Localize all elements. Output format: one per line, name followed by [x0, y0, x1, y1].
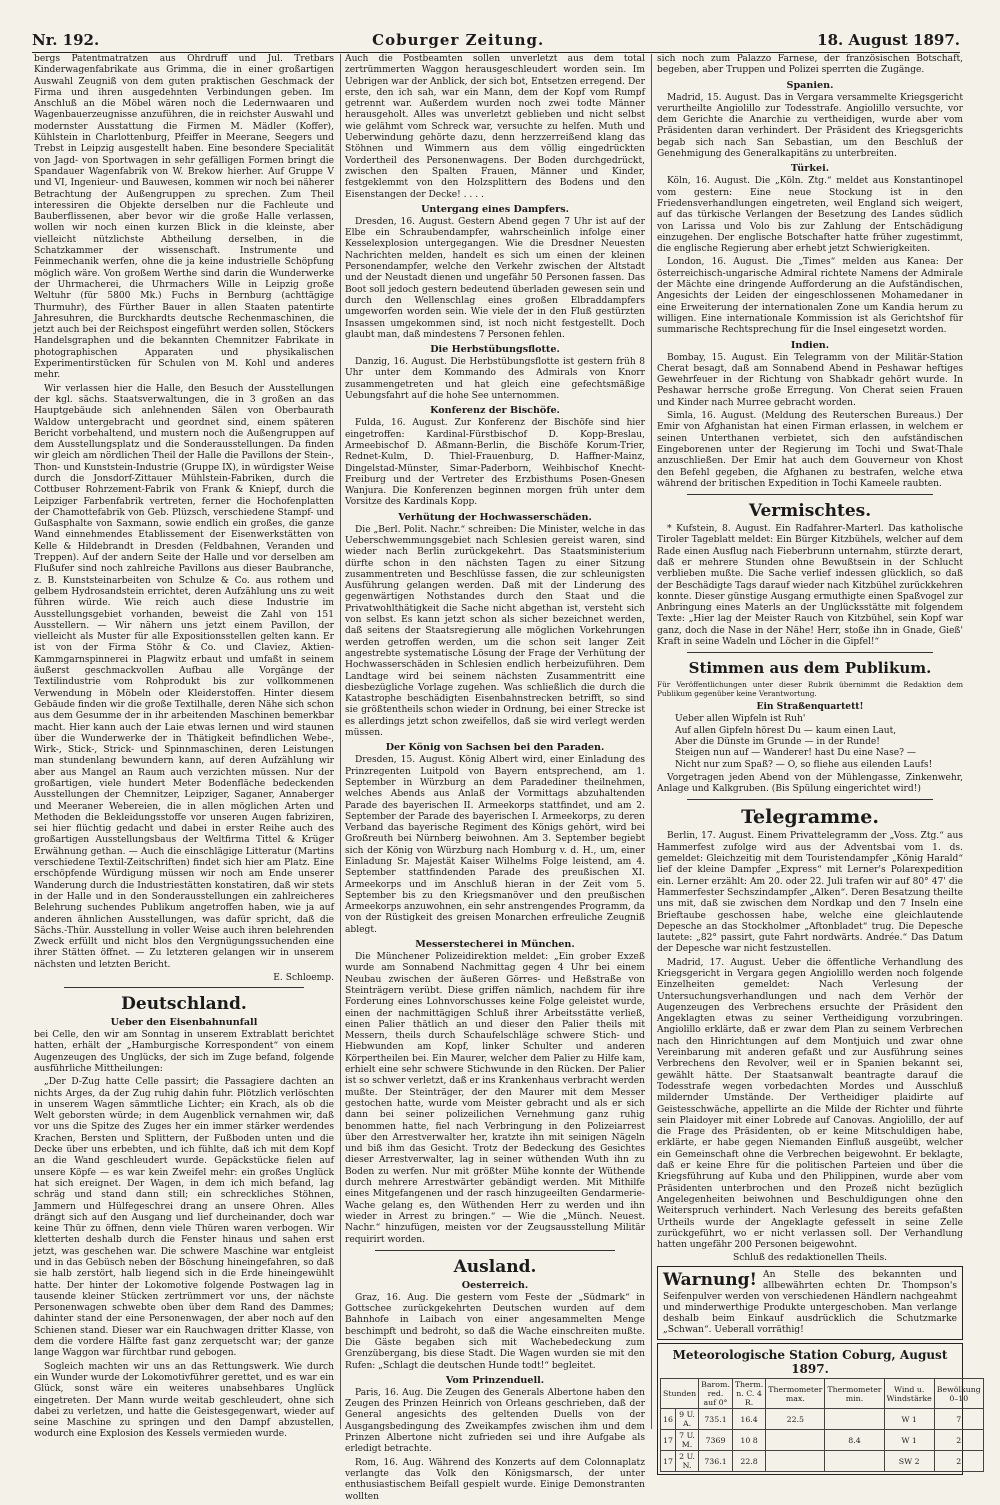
table-cell: 8.4 — [825, 1430, 884, 1451]
table-cell — [825, 1451, 884, 1472]
divider — [375, 1250, 615, 1251]
poem-line: Nicht nur zum Spaß? — O, so fliehe aus eilenden Laufs! — [675, 759, 933, 770]
section-heading-deutschland: Deutschland. — [121, 994, 247, 1015]
disclaimer-text: Für Veröffentlichungen unter dieser Rubrik übernimmt die Redaktion dem Publikum gegenüber keine Verantwortung. — [657, 680, 963, 699]
warning-title: Warnung! — [663, 1270, 758, 1291]
table-cell: 7 U. M. — [675, 1430, 698, 1451]
article-signature: E. Schloemp. — [273, 973, 334, 984]
article-paragraph: sich noch zum Palazzo Farnese, der französischen Botschaft, begeben, aber Truppen und Polizei sperrten die Zugänge. — [657, 54, 963, 76]
article-paragraph: Berlin, 17. August. Einem Privattelegramm der „Voss. Ztg.“ aus Hammerfest zufolge wird aus der Adventsbai vom 1. ds. gemeldet: Gleichzeitig mit dem Touristendampfer „König Harald“ lief der kleine Dampfer „Express“ mit Lerner's Polarexpedition ein. Lerner erzählt: Am 20. oder 22. Juli trafen wir auf 80° 47' die Hammerfester Sechszindampfer „Alken“. Deren Besatzung theilte uns mit, daß sie zwischen dem Nordkap und den 7 Inseln eine Brieftaube geschossen habe, welche eine gleichlautende Depesche an das Stockholmer „Aftonbladet“ trug. Die Depesche lautete: „82° passirt, gute Fahrt nordwärts. Andrée.“ Das Datum der Depesche war nicht festzustellen. — [657, 831, 963, 955]
table-cell: 736.1 — [699, 1451, 733, 1472]
table-cell: 22.8 — [732, 1451, 765, 1472]
column-divider — [340, 54, 341, 1429]
article-paragraph: Köln, 16. August. Die „Köln. Ztg.“ meldet aus Konstantinopel vom gestern: Eine neue Stockung ist in den Friedensverhandlungen eingetreten, weil England sich weigert, auf das türkische Verlangen der Besetzung des Landes südlich von Larissa und Volo bis zur Zahlung der Entschädigung einzugehen. Der englische Botschafter hatte früher zugestimmt, die englische Regierung aber erhebt jetzt Schwierigkeiten. — [657, 176, 963, 255]
article-paragraph: Rom, 16. Aug. Während des Konzerts auf dem Colonnaplatz verlangte das Volk den Königsmarsch, der unter enthusiastischem Beifall gespielt wurde. Einige Demonstranten wollten — [345, 1457, 645, 1502]
table-header-row — [661, 1379, 984, 1409]
article-heading: Spanien. — [786, 79, 834, 91]
article-paragraph: Danzig, 16. August. Die Herbstübungsflotte ist gestern früh 8 Uhr unter dem Kommando des Admirals von Knorr zusammengetreten und hat gleich eine gefechtsmäßige Uebungsfahrt auf die hohe See unternommen. — [345, 357, 645, 402]
table-cell: SW 2 — [884, 1451, 934, 1472]
poem-line: Auf allen Gipfeln hörest Du — kaum einen Laut, — [675, 725, 897, 736]
table-cell: 2 — [934, 1451, 983, 1472]
column-3 — [657, 54, 981, 1475]
article-heading: Vom Prinzenduell. — [445, 1374, 545, 1386]
poem-line: Ueber allen Wipfeln ist Ruh' — [675, 714, 806, 725]
table-cell: 17 — [661, 1451, 676, 1472]
article-heading: Türkei. — [790, 163, 830, 175]
weather-table — [660, 1378, 984, 1472]
article-paragraph: Vorgetragen jeden Abend von der Mühlengasse, Zinkenwehr, Anlage und Kalkgruben. (Bis Spülung eingerichtet wird!) — [657, 772, 963, 795]
section-heading-telegramme: Telegramme. — [741, 806, 879, 829]
end-of-editorial: Schluß des redaktionellen Theils. — [732, 1253, 888, 1264]
article-paragraph: Bombay, 15. August. Ein Telegramm von der Militär-Station Cherat besagt, daß am Sonnabend Abend in Peshawar heftiges Gewehrfeuer in der Richtung von Shabkadr gehört wurde. In Peshawar herrsche große Erregung. Von Cherat seien Frauen und Kinder nach Murree gebracht worden. — [657, 352, 963, 408]
table-row — [661, 1451, 984, 1472]
table-cell: 16.4 — [732, 1409, 765, 1430]
divider — [687, 494, 933, 495]
article-heading: Ueber den Eisenbahnunfall — [110, 1017, 258, 1029]
poem — [675, 714, 963, 770]
article-heading: Indien. — [790, 339, 830, 351]
divider — [687, 799, 933, 800]
divider — [64, 987, 304, 988]
article-paragraph: bergs Patentmatratzen aus Ohrdruff und Jul. Tretbars Kinderwagenfabrikate aus Grimma, die in einer großartigen Auswahl Zeugniß von dem guten praktischen Geschmack der Firma und ihren ausgedehnten Verbindungen geben. Im Anschluß an die Möbel wären noch die Ledernwaaren und Wagenbauerzeugnisse anzuführen, die in reichster Auswahl und modernster Ausstattung die Firmen M. Mädler (Koffer), Kühlstein in Charlottenburg, Pfeiffer in Meerane, Seegers und Trebst in Leipzig ausgestellt haben. Eine besondere Specialität von Jagd- von Sportwagen in sehr gefälligen Formen bringt die Spandauer Wagenfabrik von W. Brekow hierher. Auf Gruppe V und VI, Ingenieur- und Bauwesen, kommen wir noch bei näherer Betrachtung der Außengruppen zu sprechen. Zum Theil interessiren die Objekte derselben nur die Fachleute und Bauberflissenen, aber bevor wir die große Halle verlassen, wollen wir noch einen kurzen Blick in die kleinste, aber vielleicht nützlichste Abtheilung derselben, in die Schatzkammer der wissenschaft. Instrumente und Feinmechanik werfen, ohne die ja keine industrielle Schöpfung möglich wäre. Von großem Werthe sind darin die Wunderwerke der Uhrmacherei, die Uhrmachers Wille in Leipzig große Weltuhr (für 5800 Mk.) Fuchs in Bernburg (achttägige Thurmuhr), des Fürther Bauer in allen Staaten patentirte Jahresuhren, die Burckhardts deutsche Rechenmaschinen, die jetzt auch bei der Reichspost eingeführt werden sollen, Stöckers Handelsgraphen und die bekannten Chemnitzer Fabrikate in photographischen Apparaten und physikalischen Experimentirstücken für Schulen von M. Kohl und anderes mehr. — [34, 54, 334, 381]
table-cell: 10 8 — [732, 1430, 765, 1451]
article-paragraph: Simla, 16. August. (Meldung des Reuterschen Bureaus.) Der Emir von Afghanistan hat einen Firman erlassen, in welchem er seinen Unterthanen verbietet, sich den aufständischen Eingeborenen unter der Regierung im Tochi und Swat-Thale anzuschließen. Der Emir hat auch dem Gouverneur von Khost den Befehl gegeben, die Afghanen zu bestrafen, welche etwa während der britischen Expedition in Tochi Kameele raubten. — [657, 411, 963, 489]
table-cell — [766, 1451, 825, 1472]
weather-table-title: Meteorologische Station Coburg, August 1897. — [672, 1348, 948, 1377]
table-cell: 16 — [661, 1409, 676, 1430]
table-cell: 17 — [661, 1430, 676, 1451]
article-paragraph: Graz, 16. Aug. Die gestern vom Feste der „Südmark“ in Gottschee zurückgekehrten Deutschen wurden auf dem Bahnhofe in Laibach von einer angesammelten Menge beschimpft und bedroht, so daß die Wache einschreiten mußte. Die Gäste begaben sich mit Wachebedeckung zum Grenzübergang, bis diese Stadt. Die Wagen wurden sie mit den Rufen: „Schlagt die deutschen Hunde todt!“ begleitet. — [345, 1292, 645, 1371]
table-header: Stunden — [661, 1379, 699, 1409]
divider — [687, 652, 933, 653]
article-paragraph: Auch die Postbeamten sollen unverletzt aus dem total zertrümmerten Waggon herausgeschleudert worden sein. Im Uebrigen war der Anblick, der sich bot, Entsetzen erregend. Der erste, den ich sah, war ein Mann, dem der Kopf vom Rumpf getrennt war. Außerdem wurden noch zwei todte Männer herausgeholt. Alles was unverletzt geblieben und nicht selbst wie gelähmt vom Schreck war, versuchte zu helfen. Muth und Ueberwindung gehörte dazu, denn herzzerreißend klang das Stöhnen und Wimmern aus dem völlig eingedrückten Vordertheil des Personenwagens. Der Boden durchgedrückt, zwischen den Spalten Frauen, Männer und Kinder, festgeklemmt von den Holzsplittern des Bodens und den Eisenstangen der Decke! . . . . — [345, 54, 645, 200]
table-cell: 9 U. A. — [675, 1409, 698, 1430]
poem-line: Aber die Dünste im Grunde — in der Runde! — [675, 736, 880, 747]
article-paragraph: Dresden, 15. August. König Albert wird, einer Einladung des Prinzregenten Luitpold von Bayern entsprechend, am 1. September in Würzburg an dem Paradediner theilnehmen, welches Abends aus Anlaß der Vormittags abzuhaltenden Parade des bayerischen II. Armeekorps stattfindet, und am 2. September der Parade des bayerischen I. Armeekorps, zu deren Verband das bayerische Regiment des Königs gehört, wird bei Großreuth bei Nürnberg beiwohnen. Am 3. September begiebt sich der König von Würzburg nach Homburg v. d. H., um, einer Einladung Sr. Majestät Kaiser Wilhelms Folge leistend, am 4. September stattfindenden Parade des preußischen XI. Armeekorps und im Anschluß hieran in der Zeit vom 5. September bis zu den Kriegsmanöver und den preußischen Armeekorps anzuwohnen, ein sehr anstrengendes Programm, da von der Rüstigkeit des greisen Monarchen erfreuliche Zeugniß ablegt. — [345, 755, 645, 935]
article-paragraph: * Kufstein, 8. August. Ein Radfahrer-Marterl. Das katholische Tiroler Tageblatt meldet: Ein Bürger Kitzbühels, welcher auf dem Rade einen Ausflug nach Fieberbrunn unternahm, stürzte derart, daß er mehrere Stunden ohne Bewußtsein in der Schlucht verblieben mußte. Die Sache verlief indessen glücklich, so daß der Beschädigte Tags darauf wieder nach Kitzbühel zurückkehren konnte. Dieser günstige Ausgang ermuthigte einen Spaßvogel zur Anbringung eines Materls an der Unglücksstätte mit folgendem Texte: „Hier lag der Meister Rauch von Kitzbühel, sein Kopf war ganz, doch die Nase in der Nähe! Herr, stoße ihn in Gnade, Gieß' Kraft in seine Wadeln und Löcher in die Gipfel!“ — [657, 524, 963, 648]
article-paragraph: Madrid, 17. August. Ueber die öffentliche Verhandlung des Kriegsgericht in Vergara gegen Angiolillo werden noch folgende Einzelheiten gemeldet: Nach Verlesung der Untersuchungsverhandlungen und nach dem Verhör der Augenzeugen des Verbrechens ersuchte der Präsident den Angeklagten etwas zu seiner Vertheidigung vorzubringen. Angiolillo erklärte, daß er zwar dem Plan zu seinem Verbrechen nach den Hinrichtungen auf dem Montjuich und zwar ohne Vereinbarung mit anderen gefaßt und zur Ausführung seines Verbrechens den Revolver, weil er in Spanien bekannt sei, gewählt hätte. Der Staatsanwalt beantragte darauf die Todesstrafe wegen vorbedachten Mordes und Ausschluß mildernder Umstände. Der Vertheidiger plaidirte auf Geistesschwäche, appellirte an die Milde der Richter und führte sein Plaidoyer mit einer Lobrede auf Canovas. Angiolillo, der auf die Frage des Präsidenten, ob er keine Mitschuldigen habe, erklärte, er habe gegen Niemanden Einfluß ausgeübt, welcher ein Gemeinschaft ohne die Verbrechen beigewohnt. Er beklagte, daß er keine Ehre für die politischen Parteien und über die Kriegsführung auf Kuba und den Philippinen, wurde aber vom Präsidenten unterbrochen und den Prozeß nicht bezüglich Angelegenheiten beiwohnen und Beschuldigungen ohne den Weiterspruch verhindert. Nach Verlesung des bereits gefaßten Urtheils wurde der Angeklagte gefesselt in seine Zelle zurückgeführt, wo er nicht verlassen soll. Der Verhandlung hatten ungefähr 200 Personen beigewohnt. — [657, 957, 963, 1251]
article-paragraph: Dresden, 16. August. Gestern Abend gegen 7 Uhr ist auf der Elbe ein Schraubendampfer, wahrscheinlich infolge einer Kesselexplosion untergegangen. Wie die Dresdner Neuesten Nachrichten melden, handelt es sich um einen der kleinen Personendampfer, welche den Verkehr zwischen der Altstadt und der Neustadt dienen und ungefähr 50 Personen fassen. Das Boot soll jedoch gestern bedeutend überladen gewesen sein und durch den Wellenschlag eines großen Elbraddampfers umgeworfen worden sein. Wie viele der in den Fluß gestürzten Insassen umgekommen sind, ist noch nicht festgestellt. Doch glaubt man, daß mindestens 7 Personen fehlen. — [345, 216, 645, 340]
column-2 — [345, 54, 645, 1505]
table-header: Thermometer max. — [766, 1379, 825, 1409]
article-heading: Die Herbstübungsflotte. — [430, 344, 560, 356]
article-paragraph: Fulda, 16. August. Zur Konferenz der Bischöfe sind hier eingetroffen: Kardinal-Fürstbischof D. Kopp-Breslau, Armeebischof D. Aßmann-Berlin, die Bischöfe Korum-Trier, Rednet-Kulm, D. Thiel-Frauenburg, D. Haffner-Mainz, Dingelstad-Münster, Simar-Paderborn, Weihbischof Knecht-Freiburg und der Vertreter des Erzbisthums Posen-Gnesen Wanjura. Die Konferenzen beginnen morgen früh unter dem Vorsitze des Kardinals Kopp. — [345, 418, 645, 508]
table-cell: 735.1 — [699, 1409, 733, 1430]
article-heading: Konferenz der Bischöfe. — [430, 405, 560, 417]
table-cell: 7 — [934, 1409, 983, 1430]
header-rule — [32, 52, 960, 53]
article-heading: Der König von Sachsen bei den Paraden. — [385, 742, 605, 754]
table-cell: 2 — [934, 1430, 983, 1451]
article-heading: Oesterreich. — [461, 1279, 529, 1291]
table-cell: W 1 — [884, 1430, 934, 1451]
poem-line: Steigen nun auf — Wanderer! hast Du eine Nase? — — [675, 748, 916, 759]
article-paragraph: „Der D-Zug hatte Celle passirt; die Passagiere dachten an nichts Arges, da der Zug ruhig dahin fuhr. Plötzlich verlöschten in unserem Wagen sämmtliche Lichter; ein Krach, als ob die Welt geborsten würde; in dem Augenblick vernahmen wir, daß vor uns die Spitze des Zuges her ein immer stärker werdendes Krachen, Bersten und Splittern, der Fußboden unten und die Decke über uns erbebten, und ich fühlte, daß ich mit dem Kopf an die Wand geschleudert wurde. Gepäckstücke fielen auf unsere Köpfe — es war kein Zweifel mehr: ein großes Unglück hat sich ereignet. Der Wagen, in dem ich mich befand, lag schräg und stand dann still; ein schreckliches Stöhnen, Jammern und Hülfegeschrei drang an unsere Ohren. Alles drängt sich auf den Ausgang und lief durcheinander, doch war keine Thür zu öffnen, denn viele Thüren waren verbogen. Wir kletterten deshalb durch die Fenster hinaus und sahen erst jetzt, was geschehen war. Die schwere Maschine war entgleist und in das Gebüsch neben der Böschung hineingefahren, so daß sie halb zerstört, halb liegend sich in die Erde hineingewühlt hatte. Der hinter der Lokomotive folgende Postwagen lag in tausende kleiner Stücken zertrümmert vor uns, der nächste Personenwagen schwebte oben über dem Rand des Dammes; dahinter stand der eine Personenwagen, der aber noch auf den Schienen stand. Dieser war ein Rauchwagen dritter Klasse, von dem die vordere Hälfte fast ganz zerquetscht war; der ganze lange Waggon war fürchtbar rund gebogen. — [34, 1077, 334, 1359]
table-header: Wind u. Windstärke — [884, 1379, 934, 1409]
column-1 — [34, 54, 334, 1443]
table-cell: 2 U. N. — [675, 1451, 698, 1472]
section-heading-vermischtes: Vermischtes. — [748, 501, 872, 522]
page-header — [32, 28, 960, 52]
warning-text: An Stelle des bekannten und allbewährten echten Dr. Thompson's Seifenpulver werden von verschiedenen Händlern nachgeahmt und minderwerthige Produkte untergeschoben. Man verlange deshalb beim Einkauf ausdrücklich die Schutzmarke „Schwan“. Ueberall vorräthig! — [663, 1270, 957, 1336]
newspaper-title: Coburger Zeitung. — [372, 31, 545, 49]
article-paragraph: Die „Berl. Polit. Nachr.“ schreiben: Die Minister, welche in das Ueberschwemmungsgebiet nach Schlesien gereist waren, sind wieder nach Berlin zurückgekehrt. Das Staatsministerium dürfte schon in den nächsten Tagen zu einer Sitzung zusammentreten und Beschlüsse fassen, die zur schleunigsten Ausführung gelangen werden. Daß mit der Linderung des gegenwärtigen Nothstandes durch den Staat und die Privatwohlthätigkeit die Sache nicht abgethan ist, versteht sich von selbst. Es kann jetzt schon als sicher bezeichnet werden, daß seitens der Staatsregierung alle möglichen Vorkehrungen werden getroffen werden, um die schon seit langer Zeit angestrebte systematische Lösung der Frage der Verhütung der Hochwasserschäden in Schlesien endlich herbeizuführen. Dem Landtage wird bei seinem nächsten Zusammentritt eine diesbezügliche Vorlage zugehen. Was schließlich die durch die Katastrophe beschädigten Eisenbahnstrecken betrifft, so sind sie größtentheils schon wieder in Ordnung, bei einer Strecke ist es allerdings jetzt schon zweifellos, daß sie wird verlegt werden müssen. — [345, 524, 645, 739]
issue-date: 18. August 1897. — [817, 31, 960, 49]
table-cell: 22.5 — [766, 1409, 825, 1430]
article-paragraph: Madrid, 15. August. Das in Vergara versammelte Kriegsgericht verurtheilte Angiolillo zur Todesstrafe. Angiolillo versuchte, vor dem Gerichte die Anarchie zu vertheidigen, wurde aber vom Präsidenten daran verhindert. Der Präsident des Kriegsgerichts begab sich nach San Sebastian, um den Beschluß der Genehmigung des Generalkapitäns zu unterbreiten. — [657, 92, 963, 160]
table-cell — [825, 1409, 884, 1430]
table-header: Barom. red. auf 0° — [699, 1379, 733, 1409]
poem-title: Ein Straßenquartett! — [756, 701, 864, 713]
article-paragraph: Sogleich machten wir uns an das Rettungswerk. Wie durch ein Wunder wurde der Lokomotivführer gerettet, und es war ein Glück, sonst wäre ein weiteres unabsehbares Unglück eingetreten. Der Mann wurde weitab geschleudert, ohne sich dabei zu verletzen, und hatte die Geistesgegenwart, wieder auf seine Maschine zu springen und den Dampf abzustellen, wodurch eine Explosion des Kessels vermieden wurde. — [34, 1361, 334, 1440]
advertisement-warning — [657, 1266, 963, 1340]
section-heading-publikum: Stimmen aus dem Publikum. — [688, 659, 932, 678]
article-paragraph: bei Celle, den wir am Sonntag in unserem Extrablatt berichtet hatten, erhält der „Hamburgische Korrespondent“ von einem Augenzeugen des Unglücks, der sich im Zuge befand, folgende ausführliche Mittheilungen: — [34, 1030, 334, 1074]
column-divider — [651, 54, 652, 1429]
table-header: Bewölkung 0–10 — [934, 1379, 983, 1409]
table-cell: W 1 — [884, 1409, 934, 1430]
article-heading: Untergang eines Dampfers. — [421, 203, 569, 215]
article-paragraph: Die Münchener Polizeidirektion meldet: „Ein grober Exzeß wurde am Sonnabend Nachmittag gegen 4 Uhr bei einem Neubau zwischen der äußeren Görres- und Heßstraße von Steinträgern verübt. Diese griffen nämlich, nachdem für ihre Forderung eines Lohnvorschusses keine Folge geleistet wurde, einen der nachmittägigen Schluß ihrer Arbeitsstätte verließ, einen Palier thätlich an und dieser den Palier theils mit Messern, theils durch Schaufelschläge schwere Stich- und Hiebwunden am Kopf, linker Schulter und anderen Körpertheilen bei. Ein Maurer, welcher dem Palier zu Hilfe kam, erhielt eine sehr schwere Stichwunde in den Rücken. Der Palier ist so schwer verletzt, daß er ins Krankenhaus verbracht werden mußte. Der Steinträger, der den Maurer mit dem Messer gestochen hatte, wurde vom Meister gebracht und als er sich dann bei seiner polizeilichen Vernehmung ganz ruhig benommen hatte, fiel nach Verbringung in den Polizeiarrest über den Arrestverwalter her, kratzte ihn mit seinigen Nägeln und biß ihm das Gesicht. Trotz der Bedeckung des Gesichtes dieser Arrestverwalter, lag in seiner wüthenden Wuth ihn zu Boden zu werfen. Nur mit größter Mühe konnte der Wüthende durch mehrere Arrestwärter gebändigt werden. Mit Mithilfe eines Mitgefangenen und der rasch hinzugeeilten Gendarmerie-Wache gelang es, den Wüthenden Herr zu werden und ihn wieder in Arrest zu bringen.“ — Wie die „Münch. Neuest. Nachr.“ hinzufügen, meisten vor der Zeugsausstellung Militär requirirt worden. — [345, 952, 645, 1245]
issue-number: Nr. 192. — [32, 31, 100, 49]
weather-table-box — [657, 1343, 981, 1475]
table-header: Thermometer min. — [825, 1379, 884, 1409]
article-paragraph: Wir verlassen hier die Halle, den Besuch der Ausstellungen der kgl. sächs. Staatsverwaltungen, die in 3 großen an das Hauptgebäude sich anlehnenden Sälen von Oberbaurath Waldow untergebracht und geordnet sind, einem späteren Bericht vorbehaltend, und mustern noch die Außengruppen auf dem Ausstellungsplatz und die Sonderausstellungen. Da finden wir gleich am nördlichen Theil der Halle die Pavillons der Stein-, Thon- und Kunststein-Industrie (Gruppe IX), in würdigster Weise durch die Jonsdorf-Zittauer Mühlstein-Fabriken, durch die Cottbuser Rohrzement-Fabrik von Frank & Kniepf, durch die Leipziger Farbenfabrik vertreten, ferner die Hochofenplatten der Chamottefabrik von Geb. Plüzsch, verschiedene Stampf- und Gußasphalte von Saxmann, sowie endlich ein großes, die ganze Wand einnehmendes Etablissement der Eisenwerkstätten von Kelle & Hildebrandt in Dresden (Feldbahnen, Veranden und Treppen). Auf der andern Seite der Halle und vor derselben am Flußufer sind noch zahlreiche Pavillons aus dieser Baubranche, z. B. Kunststeinarbeiten von Schulze & Co. aus rothem und gelbem Hydrosandstein errichtet, deren Aufzählung uns zu weit führen würde. Wie reich auch diese Industrie im Ausstellungsgebiet vorhanden, beweist die Zahl von 151 Ausstellern. — Wir nähern uns jetzt einem Pavillon, der vielleicht als Muster für alle Expositionsstellen gelten kann. Er ist von der Firma Stöhr & Co. und Claviez, Aktien-Kammgarnspinnerei in Plagwitz erbaut und umfaßt in seinem äußerst geschmackvollen Aufbau alle Vorgänge der Textilindustrie vom Rohprodukt bis zur vollkommenen Verwendung in Möbeln oder Kleiderstoffen. Hinter diesem Gebäude finden wir die große Textilhalle, deren Nähe sich schon aus dem Gesumme der in ihr arbeitenden Maschinen bemerkbar macht. Hier kann auch der Laie etwas lernen und wird staunen über die Wunderwerke der in Thätigkeit befindlichen Webe-, Wirk-, Stick-, Strick- und Spinnmaschinen, deren Leistungen man stundenlang bewundern kann, auf deren Aufzählung wir aber aus Mangel an Raum auch verzichten müssen. Nur der großartigen, viele hundert Meter Bodenfläche bedeckenden Ausstellungen der Chemnitzer, Leipziger, Saganer, Annaberger und Meeraner Webereien, die in allen möglichen Arten und Methoden die Bekleidungsstoffe vor unseren Augen fabriziren, sei hier flüchtig gedacht und dabei in erster Reihe auch des großartigen Ausstellungsbaus der Weltfirma Tittel & Krüger Erwähnung gethan. — Auch die einschlägige Litteratur (Martins verschiedene Textil-Zeitschriften) findet sich hier am Platz. Eine erschöpfende Würdigung müssen wir noch am Ende unserer Wanderung durch die Industriestätten konstatiren, daß wir stets in der Halle und in den Sonderausstellungen ein zahlreicheres Belehrung suchendes Publikum angetroffen haben, wie ja auf anderen ähnlichen Ausstellungen, was dafür spricht, daß die Sächs.-Thür. Ausstellung in voller Weise auch ihren belehrenden Zweck erfüllt und nicht blos den Vergnügungssuchenden eine ihrer Stätten öffnet. — Zu letzteren gelangen wir in unserem nächsten und letzten Bericht. — [34, 383, 334, 970]
table-cell — [766, 1430, 825, 1451]
table-cell: 7369 — [699, 1430, 733, 1451]
table-row — [661, 1430, 984, 1451]
article-paragraph: Paris, 16. Aug. Die Zeugen des Generals Albertone haben den Zeugen des Prinzen Heinrich von Orleans geschrieben, daß der General angesichts des geltenden Duells von der Ausgangsbedingung des Zweikampfes zwischen ihm und dem Prinzen Albertone nicht zufrieden sei und ihre Aufgabe als erledigt betrachte. — [345, 1387, 645, 1455]
table-header: Therm. n. C. 4 R. — [732, 1379, 765, 1409]
article-paragraph: London, 16. August. Die „Times“ melden aus Kanea: Der österreichisch-ungarische Admiral richtete Namens der Admirale der Mächte eine dringende Aufforderung an die Aufständischen, Angesichts der Leiden der eingeschlossenen Mohamedaner in eine Erweiterung der internationalen Zone um Kandia herum zu willigen. Eine internationale Kommission ist als Gerichtshof für summarische Rechtsprechung für die Insel eingesetzt worden. — [657, 257, 963, 336]
section-heading-ausland: Ausland. — [453, 1256, 537, 1277]
article-heading: Verhütung der Hochwasserschäden. — [398, 511, 592, 523]
article-heading: Messerstecherei in München. — [415, 939, 575, 951]
table-row — [661, 1409, 984, 1430]
